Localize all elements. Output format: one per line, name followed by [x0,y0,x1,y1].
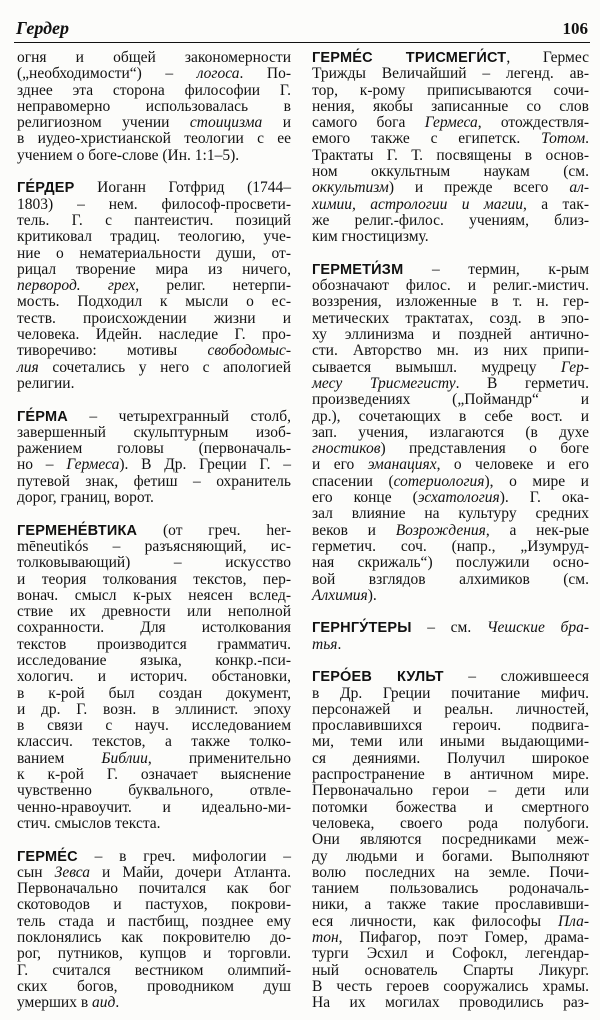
text-run: спасении ( [312,472,394,490]
text-run: В честь героев сооружались храмы. [312,977,589,995]
text-line [312,392,589,408]
text-line [17,653,291,669]
text-line [312,963,589,979]
text-run: ствие их древности или неполной [17,603,291,621]
text-line [17,474,291,490]
text-line [312,881,589,897]
italic-text: свободомыс- [207,342,291,360]
header-rule [14,42,590,43]
text-run: турги Эсхил и Софокл, легендар- [312,945,589,963]
text-line [312,490,589,506]
text-line [312,506,589,522]
text-line [312,441,589,457]
text-line [17,702,291,718]
text-line [17,99,291,115]
text-run: ). Г. ока- [499,489,589,507]
text-run: ном оккультным наукам (см. [312,163,589,181]
text-run: неправомерно использовалась в [17,97,291,115]
text-run: (от греч. her- [137,521,291,539]
text-line [312,946,589,962]
text-run: зднее эта сторона философии Г. [17,81,291,99]
text-run: стич. смыслов текста. [17,814,161,832]
text-line [312,457,589,473]
text-run: хологич. и историч. обстановки, [17,668,291,686]
text-run: ми, теми или иными выдающими- [312,733,589,751]
text-line [312,816,589,832]
text-line [312,914,589,930]
dictionary-entry [312,50,589,246]
text-run: ). В Др. Греции Г. – [119,456,291,474]
text-line [17,262,291,278]
text-run: и теория толкования текстов, пер- [17,570,291,588]
text-run: текстов производится грамматич. [17,635,291,653]
text-run: потомки божества и смертного [312,798,589,816]
dictionary-entry [17,50,291,164]
text-run: и его [312,456,368,474]
text-run: критиковал традиц. теологию, уче- [17,228,291,246]
text-run: распространение в античном мире. [312,766,589,784]
text-line [17,441,291,457]
text-line [312,360,589,376]
text-run: ный основатель Спарты Ликург. [312,961,589,979]
text-run: его конце ( [312,489,418,507]
text-line [312,979,589,995]
italic-text: стоицизма [189,114,263,132]
text-line [312,115,589,131]
text-line [17,148,291,164]
text-run: сочетались у него с апологией [38,358,291,376]
italic-text: логоса [196,65,240,83]
italic-text: Гер- [560,358,589,376]
italic-text: сотериология [393,472,485,490]
text-line [17,816,291,832]
text-line [312,555,589,571]
text-run: зал влияние на культуру средних [312,505,589,523]
text-run: путевой знак, фетиш – охранитель [17,472,291,490]
dictionary-entry [17,409,291,507]
text-line [312,148,589,164]
text-line [17,783,291,799]
text-line [312,343,589,359]
text-line [312,409,589,425]
text-run: ху эллинизма и поздней антично- [312,326,589,344]
text-run: же религ.-филос. учениям, близ- [312,211,589,229]
text-run: 1803) – нем. философ-просвети- [17,195,291,213]
text-line [17,83,291,99]
text-run: Г. считался вестником олимпий- [17,961,291,979]
text-run: танием пользовались родоначаль- [312,880,589,898]
text-run: прославившихся героич. подвига- [312,717,589,735]
text-line [312,686,589,702]
text-line [312,311,589,327]
left-column [17,50,291,1012]
text-run: др.), сочетающих в себе вост. и [312,407,589,425]
right-column [312,50,589,1012]
text-run: религии. [17,374,75,392]
text-run: ских богов, проводником душ [17,977,291,995]
text-line [312,669,589,685]
text-line [312,376,589,392]
text-line [312,849,589,865]
text-line [312,83,589,99]
text-run: веков и [312,521,396,539]
text-run: волю последних на земле. Почи- [312,863,589,881]
text-line [17,457,291,473]
text-line [312,99,589,115]
text-line [17,294,291,310]
text-line [17,409,291,425]
text-run: сохранности. Для истолкования [17,619,291,637]
text-run: , о человеке и его [436,456,589,474]
text-run: , а так- [523,195,589,213]
text-line [17,343,291,359]
text-line [312,213,589,229]
text-line [17,490,291,506]
text-line [17,523,291,539]
text-run: – термин, к-рым [403,260,589,278]
dictionary-entry [312,669,589,1011]
text-run: – см. [411,619,487,637]
text-run: , отождествля- [477,114,589,132]
text-run: толковывающий) – искусство [17,554,291,572]
text-line [17,213,291,229]
text-line [312,327,589,343]
italic-text: химии, астрологии и магии [312,195,524,213]
text-line [312,229,589,245]
italic-text: оккультизм [312,179,389,197]
text-run: в связи с науч. исследованием [17,717,291,735]
italic-text: первород. грех [17,277,136,295]
text-line [312,588,589,604]
text-line [312,637,589,653]
dictionary-entry [17,180,291,392]
text-line [17,669,291,685]
text-run: огня и общей закономерности [17,49,291,66]
text-run: ванием [17,749,102,767]
text-line [312,572,589,588]
text-run: нения, якобы записанные со слов [312,97,589,115]
text-line [312,197,589,213]
text-line [17,555,291,571]
text-run: Иоганн Готфрид (1744– [74,179,291,197]
text-line [312,995,589,1011]
text-run: ду людьми и богами. Выполняют [312,847,589,865]
text-line [312,865,589,881]
text-run: ). [367,586,377,604]
text-run: учением о боге-слове (Ин. 1:1–5). [17,146,240,164]
text-run: религиозном учении [17,114,190,132]
italic-text: тья [312,635,338,653]
italic-text: Чешские бра- [486,619,589,637]
text-run: тель. Г. с пантеистич. позиций [17,211,291,229]
text-run: в к-рой был создан документ, [17,684,291,702]
italic-text: эсхатология [417,489,500,507]
text-run: тор, к-рому приписываются сочи- [312,81,589,99]
headword: ГЕРО́ЕВ КУЛЬТ [312,669,444,686]
text-run: персонажей и реальн. личностей, [312,700,589,718]
headword: ГЕРМЕ́С [17,848,78,865]
text-run: скотоводов и пастухов, покрови- [17,896,291,914]
text-run: ние о нематериальности души, от- [17,244,291,262]
headword: ГЕ́РМА [17,408,68,425]
text-line [17,620,291,636]
text-run: Трижды Величайший – легенд. ав- [312,65,589,83]
text-line [312,66,589,82]
text-run: , Гермес [506,49,589,66]
dictionary-entry [312,620,589,653]
text-line [312,262,589,278]
italic-text: Алхимия [312,586,368,604]
text-line [17,865,291,881]
italic-text: Гермеса [66,456,120,474]
text-run: и [262,114,291,132]
text-line [17,539,291,555]
italic-text: Тотом [541,130,586,148]
text-line [312,278,589,294]
text-line [17,588,291,604]
text-run: вой взглядов алхимиков (см. [312,570,589,588]
text-run: ная скрижаль“) послужили осно- [312,554,589,572]
text-run: ся деяниями. Получил широкое [312,749,589,767]
text-run: обозначают филос. и религ.-мистич. [312,277,589,295]
text-run: сти. Авторство мн. из них припи- [312,342,589,360]
text-line [312,425,589,441]
text-run: самого бога [312,114,425,132]
italic-text: тон [312,929,339,947]
headword: ГЕРМЕНЕ́ВТИКА [17,522,138,539]
text-line [17,963,291,979]
text-run: человека. Идейн. наследие Г. про- [17,326,291,344]
text-run: чувственно буквального, отвле- [17,782,291,800]
text-run: . [585,130,589,148]
text-run: – в греч. мифологии – [77,847,291,865]
text-run: , Пифагор, поэт Гомер, драма- [338,929,589,947]
text-run: Они являются посредниками меж- [312,831,589,849]
text-run: Первоначально почитался как бог [17,880,291,898]
text-run: еся личности, как философы [312,912,558,930]
text-line [312,620,589,636]
italic-text: ал- [569,179,589,197]
text-line [312,832,589,848]
text-line [17,881,291,897]
text-line [17,115,291,131]
text-run: . По- [239,65,291,83]
text-line [312,783,589,799]
text-line [17,50,291,66]
italic-text: Пла- [557,912,589,930]
text-line [312,718,589,734]
text-run: рог, путников, купцов и торговли. [17,945,291,963]
text-run: На их могилах проводились раз- [312,994,589,1012]
dictionary-entry [17,523,291,833]
text-line [17,180,291,196]
text-run: сывается вымышл. мудрецу [312,358,561,376]
text-run: умерших в [17,994,93,1012]
text-run: – сложившееся [443,668,589,686]
text-line [17,311,291,327]
italic-text: месу Трисмегисту [312,374,456,392]
text-run: , религ. нетерпи- [135,277,291,295]
text-line [312,897,589,913]
text-run: , применительно [147,749,291,767]
text-run: человека, своего рода полубоги. [312,814,589,832]
text-run: произведениях („Поймандр“ и [312,391,589,409]
text-line [312,180,589,196]
text-line [17,979,291,995]
text-run: метических трактатах, созд. в эпо- [312,309,589,327]
text-line [17,131,291,147]
text-line [17,686,291,702]
text-line [17,425,291,441]
italic-text: эманациях [367,456,437,474]
text-line [312,539,589,555]
text-run: герметич. соч. (напр., „Изумруд- [312,537,589,555]
text-run: в иудео-христианской теологии с ее [17,130,291,148]
italic-text: лия [17,358,39,376]
text-line [312,734,589,750]
text-run: теств. происхождении жизни и [17,309,291,327]
text-line [17,66,291,82]
text-line [312,767,589,783]
text-run: и Майи, дочери Атланта. [89,863,291,881]
text-run: к к-рой Г. означает выяснение [17,766,291,784]
text-run: тель стада и пастбищ, позднее ему [17,912,291,930]
headword: ГЕ́РДЕР [17,180,75,197]
text-line [17,718,291,734]
text-line [17,734,291,750]
text-line [17,930,291,946]
text-run: и др. Г. возн. в эллинист. эпоху [17,700,291,718]
italic-text: гностиков [312,440,381,458]
text-line [312,702,589,718]
headword: ГЕРМЕ́С ТРИСМЕГИ́СТ [312,50,507,66]
text-run: („необходимости“) – [17,65,197,83]
italic-text: Библии [101,749,148,767]
text-run: тиворечиво: мотивы [17,342,208,360]
text-line [17,897,291,913]
text-run: исследование языка, конкр.-пси- [17,651,291,669]
text-line [17,246,291,262]
text-run: . В герметич. [455,374,589,392]
text-line [17,849,291,865]
text-line [17,278,291,294]
text-run: ники, а также такие прославивши- [312,896,589,914]
text-run: ражением головы (первоначаль- [17,440,291,458]
text-line [17,197,291,213]
text-line [17,637,291,653]
text-run: вонач. смысл к-рых неясен вслед- [17,586,291,604]
text-line [312,294,589,310]
text-line [17,327,291,343]
text-run: . [337,635,342,653]
text-run: зап. учения, излагаются (в духе [312,423,589,441]
text-line [312,751,589,767]
text-run: Трактаты Г. Т. посвящены в основ- [312,146,589,164]
text-line [17,800,291,816]
text-line [312,50,589,66]
text-line [312,930,589,946]
text-line [17,376,291,392]
text-run: ) представления о боге [380,440,589,458]
text-line [17,229,291,245]
headword: ГЕРМЕТИ́ЗМ [312,261,404,278]
text-run: mēneutikós – разъясняющий, ис- [17,537,291,555]
text-line [17,914,291,930]
text-run: ченно-нравоучит. и идеально-ми- [17,798,291,816]
text-line [312,523,589,539]
text-line [312,164,589,180]
text-line [17,360,291,376]
italic-text: аид [92,994,116,1012]
text-run: классич. текстов, а также толко- [17,733,291,751]
text-run: мость. Подходил к мысли о ес- [17,293,291,311]
text-run: сын [17,863,55,881]
dictionary-entry [312,262,589,604]
text-line [17,604,291,620]
running-head: Гердер [16,18,70,38]
text-run: – четырехгранный столб, [67,407,291,425]
text-run: рицал творение мира из ничего, [17,260,291,278]
text-run: ким гностицизму. [312,228,429,246]
text-run: ), о мире и [484,472,589,490]
text-run: поклонялись как покровителю до- [17,929,291,947]
text-run: емого также с египетск. [312,130,542,148]
text-run: завершенный скульптурным изоб- [17,423,291,441]
text-run: дорог, границ, ворот. [17,489,154,507]
italic-text: Гермеса [424,114,478,132]
italic-text: Возрождения [395,521,486,539]
text-line [312,800,589,816]
text-run: , а нек-рые [485,521,590,539]
page-number: 106 [562,19,588,38]
text-line [312,131,589,147]
text-run: . [115,994,120,1012]
dictionary-entry [17,849,291,1012]
text-line [17,767,291,783]
italic-text: Зевса [54,863,90,881]
text-run: Первоначально герои – дети или [312,782,589,800]
text-line [17,995,291,1011]
text-line [17,572,291,588]
text-line [312,474,589,490]
text-line [17,751,291,767]
text-run: но – [17,456,67,474]
text-line [17,946,291,962]
text-run: ) и прежде всего [388,179,570,197]
headword: ГЕРНГУ́ТЕРЫ [312,620,412,637]
text-run: в Др. Греции почитание мифич. [312,684,589,702]
text-run: воззрения, изложенные в т. н. гер- [312,293,589,311]
